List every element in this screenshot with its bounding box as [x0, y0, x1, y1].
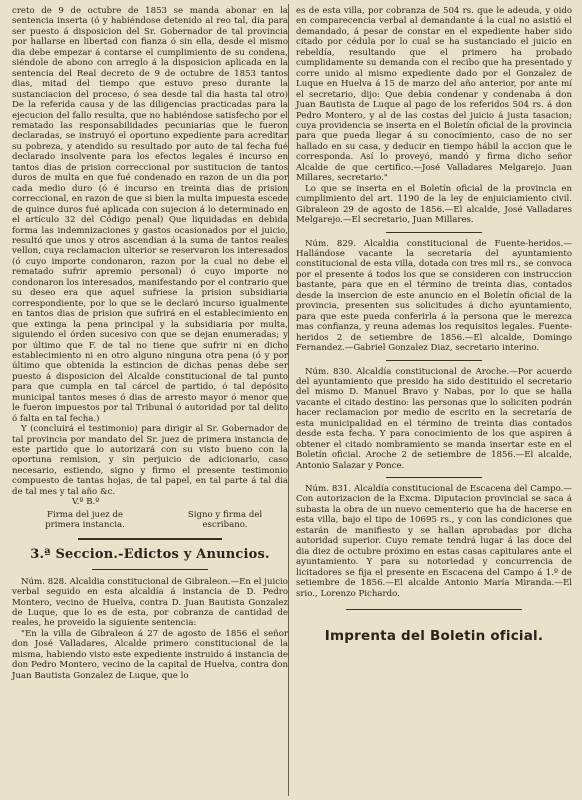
clerk-signature-label: Signo y firma del escribano.	[187, 509, 263, 531]
notice-separator	[386, 360, 482, 361]
judge-signature-label: Firma del juez de primera instancia.	[45, 509, 125, 531]
left-column	[12, 6, 288, 681]
testimony-closing-text: Y (concluirá el testimonio) para dirigir al Sr. Gobernador de tal provincia por mandato del Sr. juez de primera instancia de este partido que lo autorizará con su visto bueno con la oportuna remision, y sin perjuicio de adicionarlo, caso necesario, estiendo, signo y firmo el presente testimonio compuesto de tantas hojas, de tal papel, en tal parte á tal dia de tal mes y tal año &c.	[12, 424, 288, 497]
notice-separator	[386, 232, 482, 233]
section-title: 3.ª Seccion.-Edictos y Anuncios.	[30, 546, 270, 562]
notice-829: Núm. 829. Alcaldia constitucional de Fuente-heridos.—Hallándose vacante la secretaría del ayuntamiento constitucional de esta villa, dotada con tres mil rs., se convoca por el presente á todos los que se consideren con instruccion bastante, para que en el término de treinta dias, contados desde la insercion de este anuncio en el Boletín oficial de la provincia, presenten sus solicitudes á dicho ayuntamiento, para que este pueda conferirla á la persona que le merezca mas confianza, y reuna ademas los requisitos legales. Fuente-heridos 2 de setiembre de 1856.—El alcalde, Domingo Fernandez.—Gabriel Gonzalez Diaz, secretario interino.	[296, 238, 572, 354]
section-rule	[78, 538, 222, 540]
sentence-continuation-text: creto de 9 de octubre de 1853 se manda abonar en la sentencia inserta (ó y habiéndose detenido al reo tal, dia para ser puesto á disposicion del Sr. Gobernador de tal provincia por hallarse en libertad con fianza ó sin ella, desde el mismo dia debe empezar á contarse el cumplimiento de su condena, siéndole de abono con arreglo á la disposicion aplicada en la sentencia del Real decreto de 9 de octubre de 1853 tantos dias, mitad del tiempo que estuvo preso durante la sustanciacion del proceso, ó sea desde tal dia hasta tal otro) De la referida causa y de las diligencias practicadas para la ejecucion del fallo resulta, que no habiéndose satisfecho por el rematado las responsabilidades pecuniarias que le fueron declaradas, se instruyó el oportuno expediente para acreditar su pobreza, y atendido su resultado por auto de tal fecha fué declarado insolvente para los efectos legales é incurso en tantos dias de prision correccional por sustitucion de tantos duros de multa en que fué condenado en razon de un dia por cada medio duro (ó é incurso en treinta dias de prision correccional, en razon de que si bien la multa impuesta escede de quince duros fué aplicada con sujecion á lo determinado en el artículo 32 del Código penal) Que liquidadas en debida forma las indemnizaciones y gastos ocasionados por el juicio, resultó que unos y otros ascendian á la suma de tantos reales vellon, cuya reclamacion ulterior se reservaron los interesados (ó cuyo importe condonaron, razon por la cual no debe el rematado sufrir apremio personal) ó cuyo importe no condonaron los interesados, manifestando por el contrario que su deseo era que aquel sufriese la prision subsidiaria correspondiente, por lo que se le declaró incurso igualmente en tantos dias de prision que sufrirá en el establecimiento en que extinga la pena principal y la subsidiaria por multa, siguiendo el órden sucesivo con que se dejan enumeradas; y por último que F. de tal no tiene que sufrir ni en dicho establecimiento ni en otro alguno ninguna otra pena (ó y por último que obtenida la estincion de dichas penas debe ser puesto á disposicion del Alcalde constitucional de tal punto para que cumpla en tal cárcel de partido, ó tal depósito municipal tantos meses ó dias de arresto mayor ó menor que le fueron impuestos por tal Tribunal ó autoridad por tal delito ó falta en tal fecha.)	[12, 6, 288, 424]
notice-830: Núm. 830. Alcaldía constitucional de Aroche.—Por acuerdo del ayuntamiento que presido ha sido destituido el secretario del mismo D. Manuel Bravo y Nabas, por lo que se halla vacante el citado destino: las personas que lo soliciten podrán hacer reclamacion por medio de escrito en la secretaría de esta municipalidad en el término de treinta dias contados desde esta fecha. Y para conocimiento de los que aspiren á obtener el citado nombramiento se manda insertar este en el Boletín oficial. Aroche 2 de setiembre de 1856.—El alcalde, Antonio Salazar y Ponce.	[296, 366, 572, 471]
right-column	[296, 6, 572, 644]
footer-rule	[346, 609, 522, 610]
printer-imprint: Imprenta del Boletin oficial.	[324, 628, 544, 645]
notice-828-continuation: es de esta villa, por cobranza de 504 rs. que le adeuda, y oido en comparecencia verbal al demandante á la cual no asistió el demandado, á pesar de constar en el expediente haber sido citado por cédula por lo cual se ha sustanciado el juicio en rebeldía, resultando que el primero ha probado cumplidamente su demanda con el recibo que ha presentado y corre unido al mismo expediente dado por el Gonzalez de Luque en Huelva á 15 de marzo del año anterior, por ante mí el secretario, dijo: Que debia condenar y condenaba á don Juan Bautista de Luque al pago de los referidos 504 rs. á don Pedro Montero, y al de las costas del juicio á justa tasacion; cuya providencia se inserta en el Boletín oficial de la provincia para que pueda llegar á su conocimiento, caso de no ser hallado en su casa, y deducir en tiempo hábil la accion que le corresponda. Así lo proveyó, mandó y firma dicho señor Alcalde de que certifico.—José Valladares Melgarejo. Juan Millares, secretario."	[296, 6, 572, 184]
visto-bueno: V.º B.º	[72, 497, 100, 508]
column-divider	[288, 4, 289, 796]
signature-block	[12, 510, 288, 531]
notice-828-sentence: "En la villa de Gibraleon á 27 de agosto de 1856 el señor don José Valladares, Alcalde primero constitucional de la misma, habiendo visto este expediente instruido á instancia de don Pedro Montero, vecino de la capital de Huelva, contra don Juan Bautista Gonzalez de Luque, que lo	[12, 628, 288, 681]
notice-828-closing: Lo que se inserta en el Boletín oficial de la provincia en cumplimiento del art. 1190 de la ley de enjuiciamiento civil. Gibraleon 29 de agosto de 1856.—El alcalde, José Valladares Melgarejo.—El secretario, Juan Millares.	[296, 183, 572, 226]
section-rule-bottom	[92, 569, 208, 570]
notice-831: Núm. 831. Alcaldía constitucional de Escacena del Campo.—Con autorizacion de la Excma. Diputacion provincial se saca á subasta la obra de un nuevo cementerio que ha de hacerse en esta villa, bajo el tipo de 10695 rs., y con las condiciones que estarán de manifiesto y se hallan aprobadas por dicha autoridad superior. Cuyo remate tendrá lugar á las doce del dia diez de octubre próximo en estas casas capitulares ante el ayuntamiento. Y para su notoriedad y concurrencia de licitadores se fija el presente en Escacena del Campo á 1.º de setiembre de 1856.—El alcalde Antonio María Miranda.—El srio., Lorenzo Pichardo.	[296, 484, 572, 599]
notice-separator	[386, 477, 482, 478]
notice-828-intro: Núm. 828. Alcaldia constitucional de Gibraleon.—En el juicio verbal seguido en esta alcaldía á instancia de D. Pedro Montero, vecino de Huelva, contra D. Juan Bautista Gonzalez de Luque, que lo es de esta, por cobranza de cantidad de reales, he proveido la siguiente sentencia:	[12, 576, 288, 629]
